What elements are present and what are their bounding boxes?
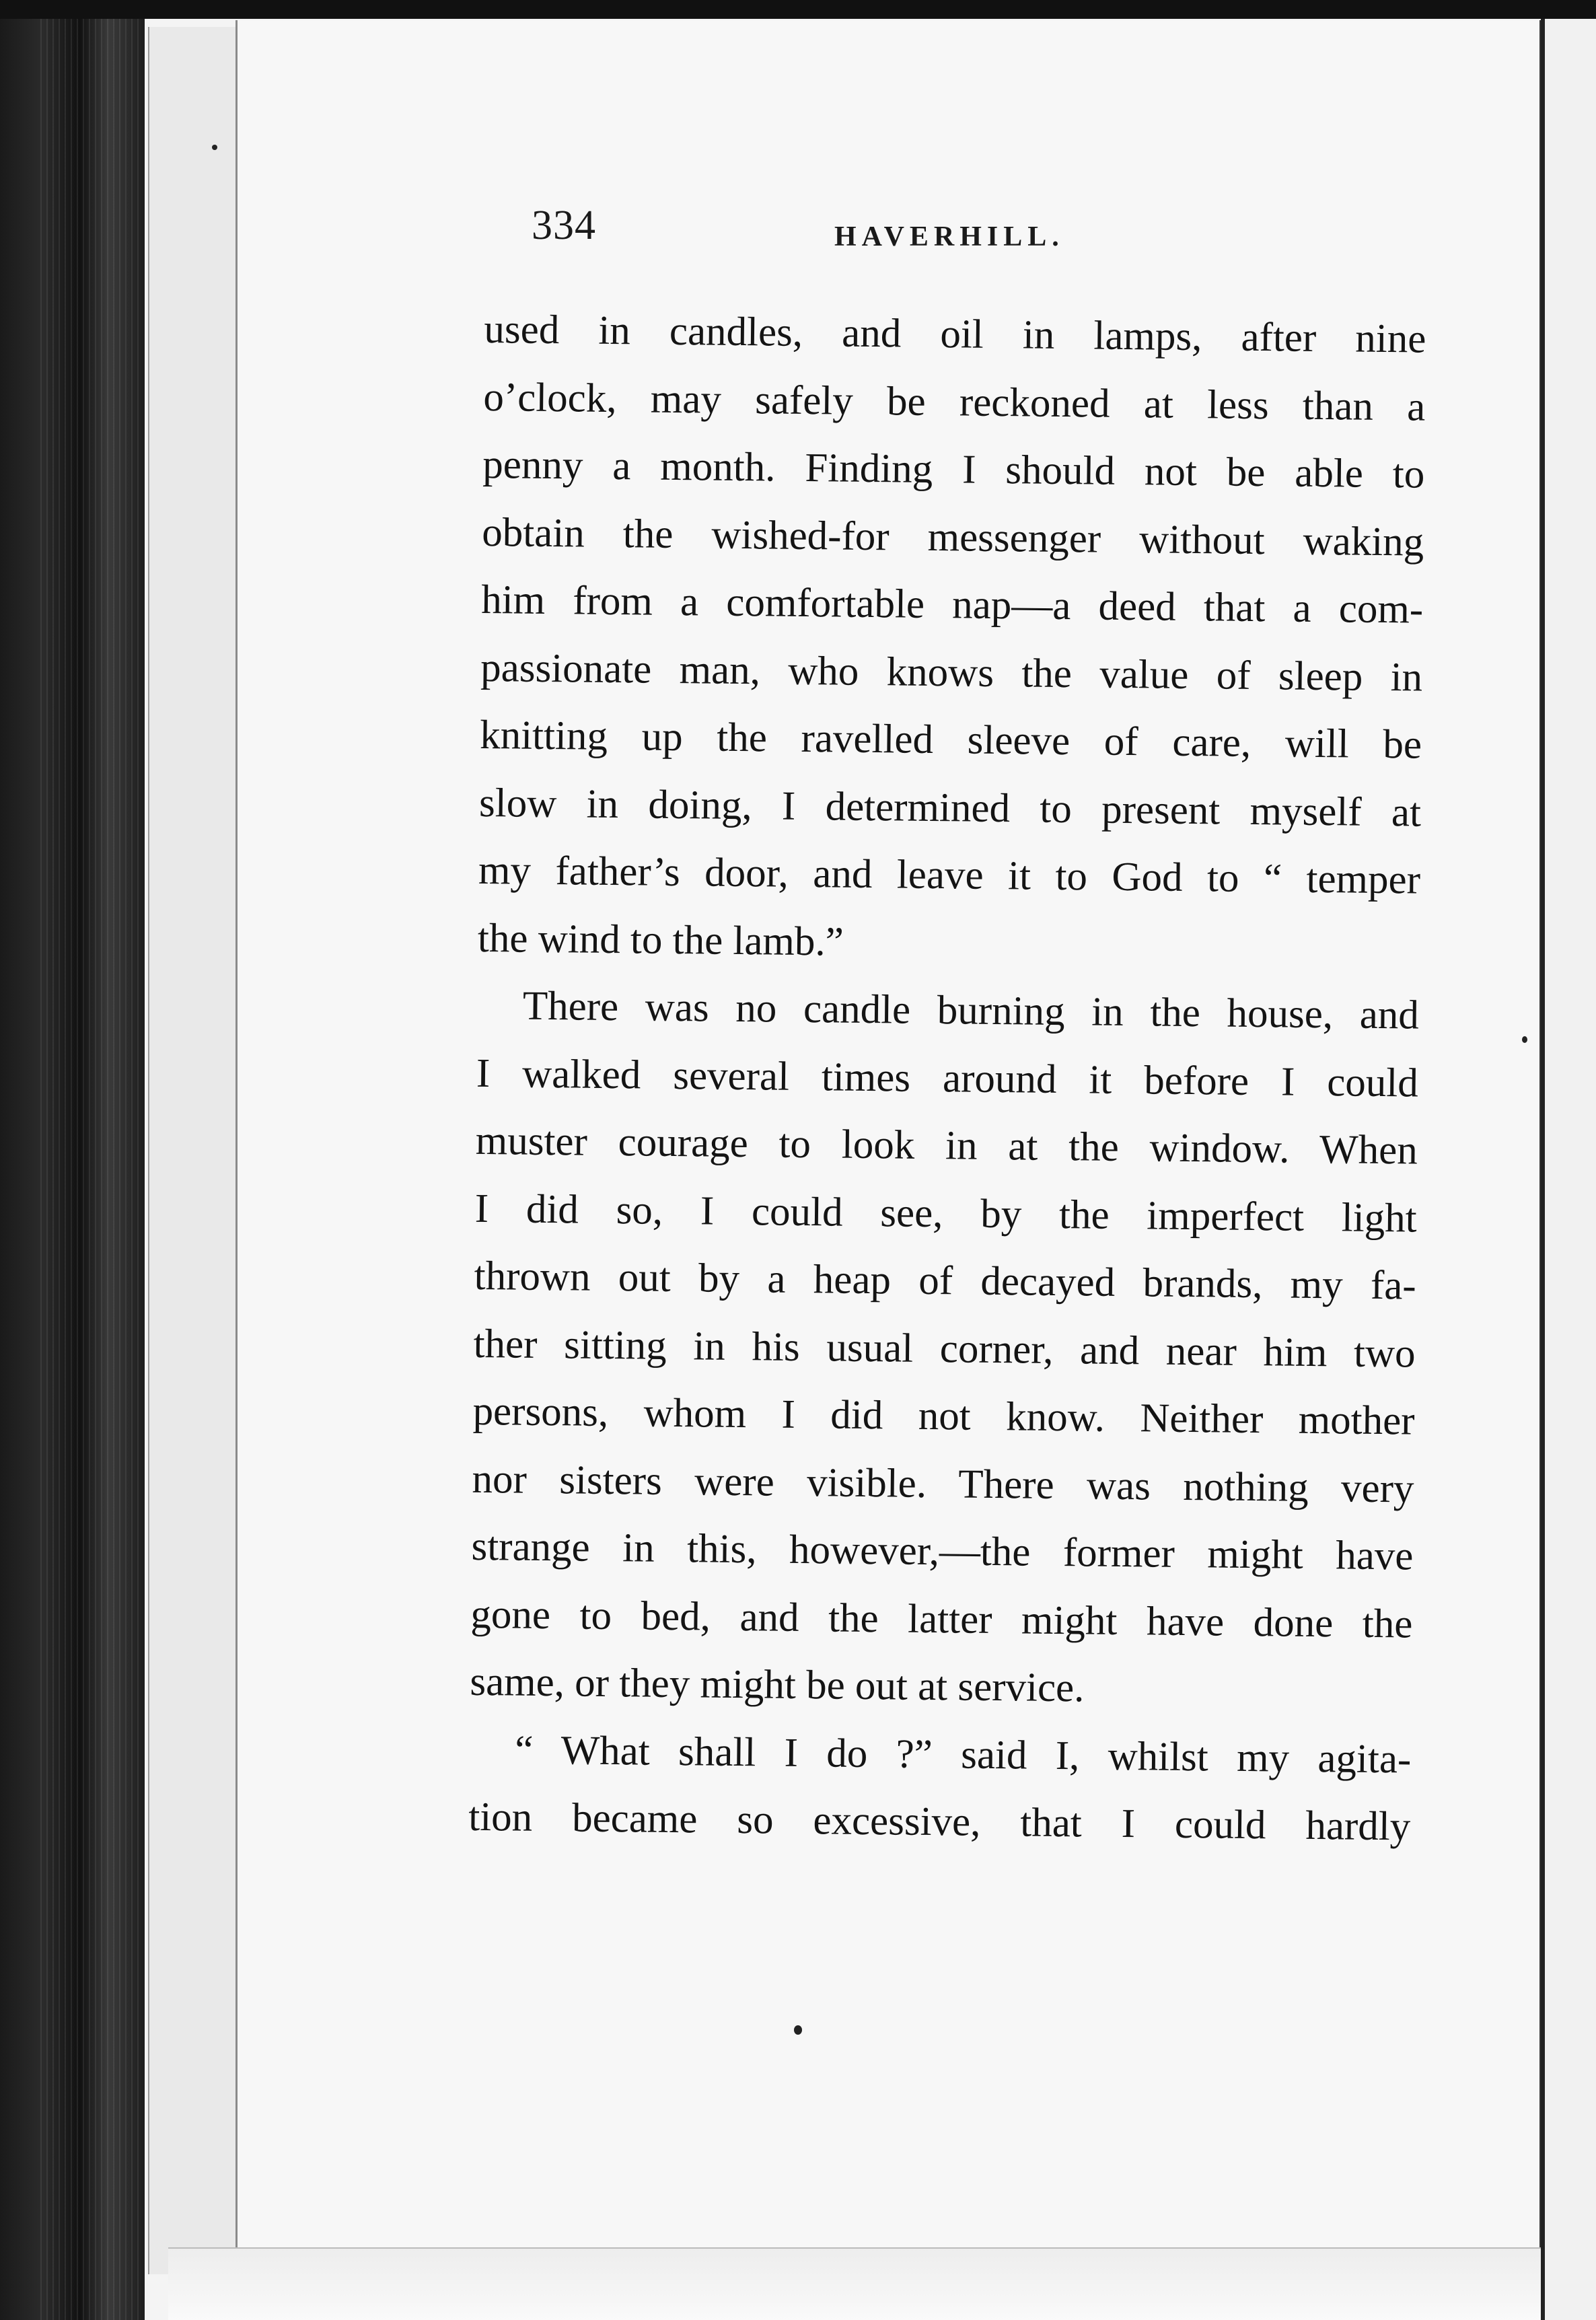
text-line: nor sisters were visible. There was nothing very	[472, 1456, 1414, 1512]
text-line: “ What shall I do ?” said I, whilst my agita-	[515, 1727, 1412, 1782]
text-line: There was no candle burning in the house, and	[522, 983, 1420, 1038]
ink-speck	[1522, 1036, 1527, 1043]
text-line: passionate man, who knows the value of sleep in	[480, 645, 1423, 700]
text-line: persons, whom I did not know. Neither mother	[472, 1388, 1415, 1444]
text-line: strange in this, however,—the former might have	[471, 1523, 1414, 1579]
text-line: the wind to the lamb.”	[477, 915, 844, 965]
right-page-edge	[1541, 19, 1596, 2320]
text-line: my father’s door, and leave it to God to “ temper	[478, 847, 1421, 903]
page-header	[532, 202, 1474, 269]
paragraph-2	[470, 972, 1419, 1726]
text-line: obtain the wished-for messenger without waking	[481, 509, 1424, 565]
text-line: muster courage to look in at the window. When	[475, 1118, 1418, 1173]
text-line: used in candles, and oil in lamps, after nine	[484, 306, 1426, 362]
page-number: 334	[532, 203, 596, 248]
text-line: knitting up the ravelled sleeve of care, will be	[479, 712, 1422, 768]
text-line: I walked several times around it before I could	[476, 1050, 1419, 1106]
paragraph-3	[468, 1716, 1412, 1861]
text-line: o’clock, may safely be reckoned at less than a	[483, 374, 1426, 430]
body-text	[468, 296, 1426, 1861]
ink-speck	[794, 2025, 802, 2035]
text-line: slow in doing, I determined to present myself at	[478, 780, 1422, 836]
page-bottom-edge	[168, 2247, 1541, 2320]
running-head: HAVERHILL.	[834, 221, 1064, 252]
text-line: thrown out by a heap of decayed brands, my fa-	[474, 1253, 1417, 1309]
text-line: ther sitting in his usual corner, and near him two	[473, 1321, 1416, 1377]
text-line: I did so, I could see, by the imperfect light	[474, 1186, 1418, 1241]
ink-speck	[212, 145, 217, 150]
text-line: gone to bed, and the latter might have done the	[470, 1591, 1413, 1647]
scan-top-border	[0, 0, 1596, 19]
text-line: penny a month. Finding I should not be able to	[482, 441, 1425, 497]
text-line: tion became so excessive, that I could hardly	[468, 1794, 1411, 1850]
text-line: same, or they might be out at service.	[470, 1659, 1085, 1711]
book-binding	[0, 0, 145, 2320]
paragraph-1	[477, 296, 1426, 982]
text-line: him from a comfortable nap—a deed that a com-	[480, 577, 1424, 632]
binding-texture	[40, 0, 141, 2320]
